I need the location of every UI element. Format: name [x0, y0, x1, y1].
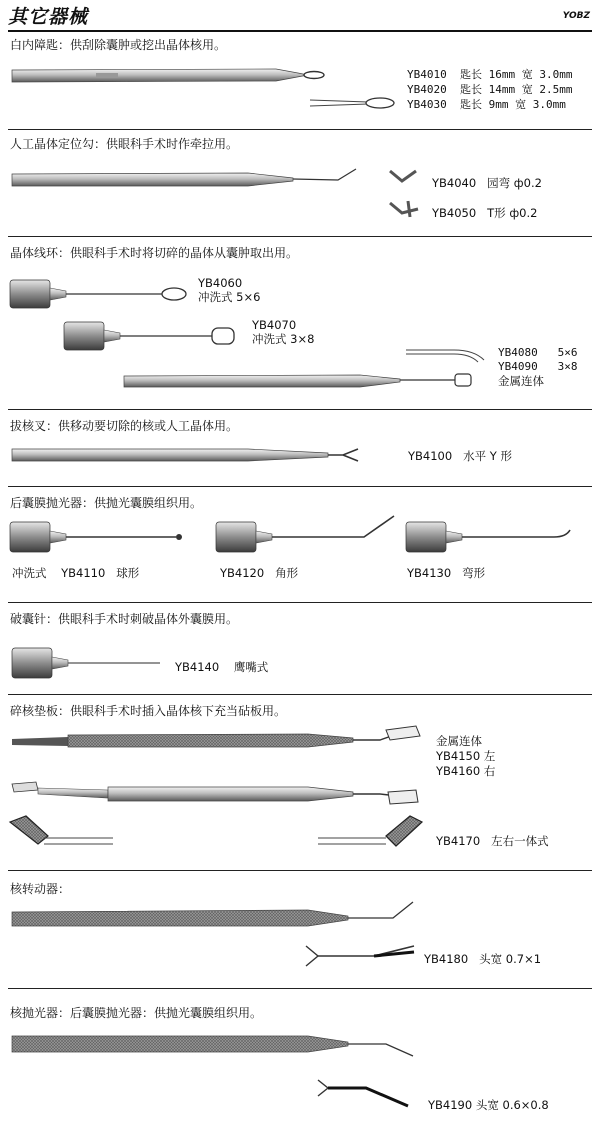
section-lens-loop [0, 238, 600, 408]
polisher-ball-image [8, 518, 193, 558]
spec-code: YB4060 [198, 276, 243, 290]
section-title: 后囊膜抛光器：供抛光囊膜组织用。 [10, 496, 203, 510]
spoon-tip-image [308, 96, 403, 110]
spatula-right-image [8, 780, 428, 810]
spec-note: 金属连体 [436, 734, 482, 748]
loop-tip-image [404, 344, 494, 366]
spec-row: YB4180 头宽 0.7×1 [424, 952, 542, 966]
polisher-angle-image [214, 510, 404, 558]
section-nucleus-fork [0, 411, 600, 485]
t-shape-tip-icon [388, 197, 428, 221]
spec-row: 冲洗式 YB4110 球形 [12, 566, 140, 580]
section-title: 晶体线环：供眼科手术时将切碎的晶体从囊肿取出用。 [10, 246, 299, 260]
spec-note: 金属连体 [498, 374, 544, 388]
page-title: 其它器械 [8, 6, 89, 28]
section-title: 破囊针：供眼科手术时刺破晶体外囊膜用。 [10, 612, 239, 626]
spec-row: YB4010 匙长 16mm 宽 3.0mm [407, 68, 573, 81]
iol-hook-image [8, 167, 368, 197]
section-iol-hook [0, 131, 600, 231]
section-capsulotomy-needle [0, 604, 600, 692]
section-title: 碎核垫板：供眼科手术时插入晶体核下充当砧板用。 [10, 704, 287, 718]
spec-code: YB4070 [252, 318, 297, 332]
capsulotomy-needle-image [8, 644, 168, 684]
section-title: 人工晶体定位勾：供眼科手术时作牵拉用。 [10, 137, 239, 151]
section-cataract-spoon [0, 34, 600, 129]
spatula-left-image [8, 726, 428, 756]
nucleus-rotator-image [8, 900, 428, 934]
section-title: 核转动器： [10, 882, 71, 896]
nucleus-polisher-image [8, 1026, 428, 1062]
spec-row: YB4140 鹰嘴式 [175, 660, 269, 674]
round-bend-tip-icon [388, 167, 428, 189]
divider [8, 602, 592, 603]
divider [8, 988, 592, 989]
cataract-spoon-image [8, 62, 328, 92]
section-nucleus-rotator [0, 872, 600, 984]
spec-row: YB4120 角形 [220, 566, 299, 580]
rotator-tip-image [304, 944, 420, 970]
spatula-tip-left-image [8, 814, 118, 854]
polisher-tip-image [316, 1078, 416, 1110]
metal-loop-image [120, 370, 480, 396]
spec-row: YB4050 T形 ф0.2 [432, 206, 538, 220]
header-rule [8, 30, 592, 32]
spec-row: YB4030 匙长 9mm 宽 3.0mm [407, 98, 566, 111]
divider [8, 694, 592, 695]
spec-desc: 冲洗式 5×6 [198, 290, 261, 304]
spec-row: YB4170 左右一体式 [436, 834, 549, 848]
divider [8, 409, 592, 410]
spatula-tip-right-image [314, 814, 424, 854]
spec-row: YB4150 左 [436, 749, 496, 763]
section-title: 拔核叉：供移动要切除的核或人工晶体用。 [10, 419, 239, 433]
divider [8, 870, 592, 871]
section-nucleus-polisher [0, 990, 600, 1120]
section-title: 核抛光器：后囊膜抛光器：供抛光囊膜组织用。 [10, 1006, 263, 1020]
brand-code: YOBZ [562, 11, 590, 21]
polisher-curved-image [404, 518, 579, 558]
nucleus-fork-image [8, 443, 368, 471]
spec-row: YB4080 5×6 [498, 346, 578, 359]
section-nucleus-spatula [0, 696, 600, 868]
spec-desc: 冲洗式 3×8 [252, 332, 315, 346]
section-capsule-polisher [0, 488, 600, 600]
spec-row: YB4190 头宽 0.6×0.8 [428, 1098, 549, 1112]
spec-row: YB4130 弯形 [407, 566, 486, 580]
irrigating-loop-3x8-image [62, 318, 252, 354]
irrigating-loop-5x6-image [8, 276, 198, 312]
spec-row: YB4100 水平 Y 形 [408, 449, 512, 463]
spec-row: YB4040 园弯 ф0.2 [432, 176, 542, 190]
divider [8, 486, 592, 487]
divider [8, 129, 592, 130]
section-title: 白内障匙：供刮除囊肿或挖出晶体核用。 [10, 38, 227, 52]
spec-row: YB4090 3×8 [498, 360, 578, 373]
divider [8, 236, 592, 237]
spec-row: YB4020 匙长 14mm 宽 2.5mm [407, 83, 573, 96]
spec-row: YB4160 右 [436, 764, 496, 778]
